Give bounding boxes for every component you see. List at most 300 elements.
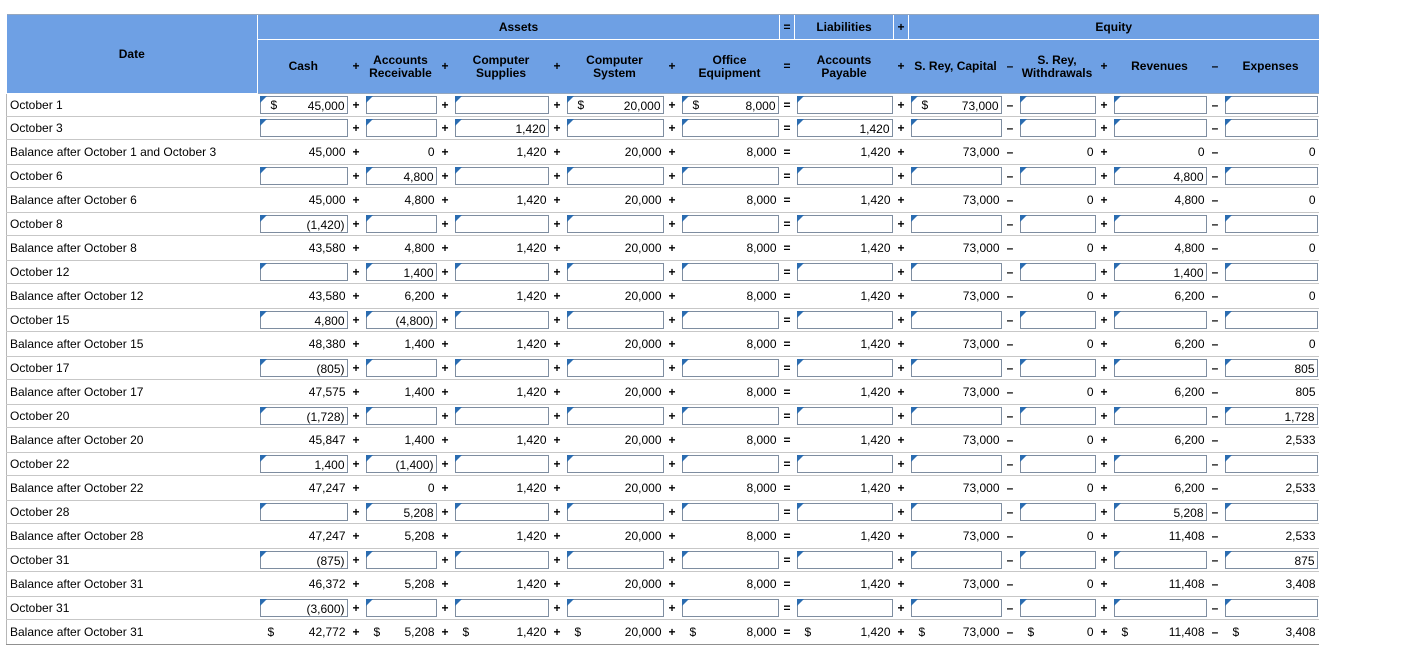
cash-input[interactable]: [260, 263, 348, 281]
office-equipment-input[interactable]: [682, 96, 779, 114]
computer-supplies-input[interactable]: [455, 407, 549, 425]
accounts-receivable-input[interactable]: [366, 311, 437, 329]
cash-cell[interactable]: [258, 309, 349, 332]
plus-operator: +: [665, 380, 680, 405]
minus-operator: –: [1003, 332, 1018, 357]
expenses-input[interactable]: [1225, 263, 1318, 281]
office-equipment-cell[interactable]: [680, 165, 780, 188]
office-equipment-cell[interactable]: [680, 357, 780, 380]
computer-system-input[interactable]: [567, 215, 664, 233]
capital-cell[interactable]: [909, 309, 1003, 332]
revenues-cell[interactable]: [1112, 261, 1208, 284]
capital-input[interactable]: [911, 551, 1002, 569]
computer-system-input[interactable]: [567, 551, 664, 569]
withdrawals-cell: [1018, 524, 1097, 549]
computer-system-cell[interactable]: [565, 453, 665, 476]
capital-input[interactable]: [911, 215, 1002, 233]
cash-cell[interactable]: [258, 405, 349, 428]
expenses-input[interactable]: [1225, 96, 1318, 114]
capital-cell[interactable]: [909, 117, 1003, 140]
capital-cell: [909, 572, 1003, 597]
computer-system-input[interactable]: [567, 359, 664, 377]
computer-system-cell[interactable]: [565, 94, 665, 117]
cash-input[interactable]: [260, 119, 348, 137]
capital-cell[interactable]: [909, 165, 1003, 188]
computer-supplies-input[interactable]: [455, 503, 549, 521]
accounts-payable-input[interactable]: [797, 551, 893, 569]
revenues-value: 0: [1197, 145, 1205, 159]
computer-system-input[interactable]: [567, 96, 664, 114]
capital-cell[interactable]: [909, 405, 1003, 428]
cash-cell[interactable]: [258, 453, 349, 476]
computer-supplies-input[interactable]: [455, 311, 549, 329]
accounts-receivable-cell[interactable]: [364, 405, 438, 428]
plus-operator: +: [894, 405, 909, 428]
accounts-payable-input[interactable]: [797, 119, 893, 137]
plus-operator: +: [1097, 549, 1112, 572]
cash-cell[interactable]: [258, 213, 349, 236]
expenses-cell[interactable]: [1223, 261, 1319, 284]
capital-cell[interactable]: [909, 549, 1003, 572]
accounts-receivable-cell[interactable]: [364, 357, 438, 380]
minus-operator: –: [1003, 453, 1018, 476]
accounts-receivable-cell[interactable]: [364, 261, 438, 284]
capital-input[interactable]: [911, 359, 1002, 377]
transaction-row: [7, 597, 1319, 620]
expenses-input[interactable]: [1225, 359, 1318, 377]
accounts-receivable-input[interactable]: [366, 359, 437, 377]
office-equipment-cell[interactable]: [680, 261, 780, 284]
withdrawals-cell[interactable]: [1018, 94, 1097, 117]
revenues-cell[interactable]: [1112, 357, 1208, 380]
cash-cell[interactable]: [258, 549, 349, 572]
row-date-label: Balance after October 6: [7, 188, 258, 213]
computer-system-input[interactable]: [567, 599, 664, 617]
office-equipment-cell[interactable]: [680, 501, 780, 524]
revenues-cell[interactable]: [1112, 405, 1208, 428]
accounts-receivable-cell[interactable]: [364, 213, 438, 236]
capital-cell[interactable]: [909, 597, 1003, 620]
accounts-receivable-input[interactable]: [366, 215, 437, 233]
accounts-receivable-input[interactable]: [366, 599, 437, 617]
computer-supplies-cell[interactable]: [453, 213, 550, 236]
accounts-payable-input[interactable]: [797, 503, 893, 521]
accounts-payable-input[interactable]: [797, 599, 893, 617]
accounts-receivable-input[interactable]: [366, 407, 437, 425]
accounts-receivable-cell[interactable]: [364, 94, 438, 117]
office-equipment-cell[interactable]: [680, 597, 780, 620]
accounts-payable-cell[interactable]: [795, 501, 894, 524]
capital-cell[interactable]: [909, 261, 1003, 284]
cash-input[interactable]: [260, 455, 348, 473]
computer-supplies-input[interactable]: [455, 96, 549, 114]
cash-cell[interactable]: [258, 597, 349, 620]
accounts-receivable-value: 1,400: [404, 433, 435, 447]
equals-operator: =: [780, 428, 795, 453]
computer-system-cell[interactable]: [565, 549, 665, 572]
computer-supplies-cell[interactable]: [453, 165, 550, 188]
revenues-input[interactable]: [1114, 599, 1207, 617]
office-equipment-input[interactable]: [682, 599, 779, 617]
expenses-input[interactable]: [1225, 551, 1318, 569]
plus-operator: +: [665, 428, 680, 453]
withdrawals-cell[interactable]: [1018, 165, 1097, 188]
accounts-payable-input[interactable]: [797, 263, 893, 281]
computer-supplies-input[interactable]: [455, 455, 549, 473]
accounts-receivable-cell[interactable]: [364, 501, 438, 524]
withdrawals-input[interactable]: [1020, 359, 1096, 377]
capital-input[interactable]: [911, 311, 1002, 329]
withdrawals-input[interactable]: [1020, 551, 1096, 569]
revenues-input[interactable]: [1114, 167, 1207, 185]
capital-cell[interactable]: [909, 357, 1003, 380]
expenses-cell[interactable]: [1223, 357, 1319, 380]
accounts-receivable-cell[interactable]: [364, 549, 438, 572]
dollar-sign: $: [1027, 625, 1035, 639]
revenues-input[interactable]: [1114, 215, 1207, 233]
expenses-cell[interactable]: [1223, 213, 1319, 236]
computer-system-input[interactable]: [567, 455, 664, 473]
accounts-payable-cell[interactable]: [795, 597, 894, 620]
withdrawals-input[interactable]: [1020, 455, 1096, 473]
capital-value: 73,000: [962, 433, 1000, 447]
expenses-input[interactable]: [1225, 215, 1318, 233]
computer-system-input[interactable]: [567, 167, 664, 185]
revenues-input[interactable]: [1114, 359, 1207, 377]
revenues-cell[interactable]: [1112, 117, 1208, 140]
accounts-payable-input[interactable]: [797, 455, 893, 473]
cash-cell[interactable]: [258, 357, 349, 380]
accounts-receivable-cell: [364, 428, 438, 453]
office-equipment-cell: [680, 188, 780, 213]
withdrawals-input[interactable]: [1020, 119, 1096, 137]
cash-cell: [258, 140, 349, 165]
office-equipment-input[interactable]: [682, 503, 779, 521]
minus-operator: –: [1003, 620, 1018, 645]
accounts-payable-cell[interactable]: [795, 165, 894, 188]
computer-supplies-cell[interactable]: [453, 453, 550, 476]
accounts-payable-input[interactable]: [797, 311, 893, 329]
office-equipment-input[interactable]: [682, 215, 779, 233]
withdrawals-input[interactable]: [1020, 167, 1096, 185]
cash-value: (1,728): [306, 410, 345, 424]
computer-supplies-input[interactable]: [455, 599, 549, 617]
computer-system-cell[interactable]: [565, 597, 665, 620]
withdrawals-cell: [1018, 428, 1097, 453]
computer-supplies-input[interactable]: [455, 119, 549, 137]
computer-system-value: 20,000: [624, 337, 662, 351]
expenses-cell[interactable]: [1223, 453, 1319, 476]
computer-system-input[interactable]: [567, 407, 664, 425]
cash-cell[interactable]: [258, 501, 349, 524]
accounts-receivable-input[interactable]: [366, 167, 437, 185]
office-equipment-cell[interactable]: [680, 549, 780, 572]
plus-operator: +: [1097, 597, 1112, 620]
accounts-receivable-cell[interactable]: [364, 309, 438, 332]
withdrawals-cell[interactable]: [1018, 453, 1097, 476]
accounts-payable-cell[interactable]: [795, 549, 894, 572]
plus-operator: +: [665, 620, 680, 645]
computer-supplies-input[interactable]: [455, 167, 549, 185]
office-equipment-input[interactable]: [682, 407, 779, 425]
cash-cell[interactable]: [258, 261, 349, 284]
capital-value: 73,000: [962, 577, 1000, 591]
revenues-input[interactable]: [1114, 311, 1207, 329]
accounts-payable-cell[interactable]: [795, 117, 894, 140]
computer-supplies-cell[interactable]: [453, 94, 550, 117]
capital-cell[interactable]: [909, 94, 1003, 117]
expenses-cell[interactable]: [1223, 597, 1319, 620]
office-equipment-cell[interactable]: [680, 309, 780, 332]
expenses-cell[interactable]: [1223, 549, 1319, 572]
plus-operator: +: [550, 236, 565, 261]
cash-input[interactable]: [260, 551, 348, 569]
revenues-cell: [1112, 236, 1208, 261]
expenses-input[interactable]: [1225, 119, 1318, 137]
accounts-receivable-input[interactable]: [366, 455, 437, 473]
accounts-payable-input[interactable]: [797, 215, 893, 233]
accounts-receivable-input[interactable]: [366, 96, 437, 114]
cash-input[interactable]: [260, 359, 348, 377]
accounts-payable-cell: [795, 620, 894, 645]
office-equipment-input[interactable]: [682, 167, 779, 185]
revenues-cell[interactable]: [1112, 453, 1208, 476]
office-equipment-input[interactable]: [682, 263, 779, 281]
cash-input[interactable]: [260, 96, 348, 114]
withdrawals-cell[interactable]: [1018, 261, 1097, 284]
revenues-input[interactable]: [1114, 119, 1207, 137]
accounts-payable-cell: [795, 188, 894, 213]
accounts-payable-input[interactable]: [797, 167, 893, 185]
expenses-input[interactable]: [1225, 167, 1318, 185]
computer-system-cell[interactable]: [565, 309, 665, 332]
capital-cell[interactable]: [909, 453, 1003, 476]
accounts-receivable-input[interactable]: [366, 551, 437, 569]
capital-cell[interactable]: [909, 213, 1003, 236]
computer-supplies-cell[interactable]: [453, 597, 550, 620]
computer-system-input[interactable]: [567, 263, 664, 281]
plus-operator: +: [665, 140, 680, 165]
expenses-input[interactable]: [1225, 599, 1318, 617]
computer-supplies-cell[interactable]: [453, 309, 550, 332]
capital-value: 73,000: [962, 529, 1000, 543]
withdrawals-input[interactable]: [1020, 503, 1096, 521]
capital-input[interactable]: [911, 167, 1002, 185]
office-equipment-input[interactable]: [682, 119, 779, 137]
computer-supplies-cell[interactable]: [453, 357, 550, 380]
computer-supplies-cell[interactable]: [453, 405, 550, 428]
capital-input[interactable]: [911, 455, 1002, 473]
minus-operator: –: [1003, 140, 1018, 165]
computer-supplies-value: 1,420: [516, 193, 547, 207]
computer-supplies-cell[interactable]: [453, 261, 550, 284]
cash-cell[interactable]: [258, 94, 349, 117]
accounts-payable-cell[interactable]: [795, 453, 894, 476]
accounts-receivable-cell[interactable]: [364, 597, 438, 620]
office-equipment-cell: [680, 284, 780, 309]
accounts-receivable-value: 5,208: [404, 577, 435, 591]
equals-operator: =: [780, 597, 795, 620]
expenses-input[interactable]: [1225, 407, 1318, 425]
computer-system-cell[interactable]: [565, 165, 665, 188]
accounts-payable-cell[interactable]: [795, 405, 894, 428]
computer-system-input[interactable]: [567, 503, 664, 521]
accounts-receivable-header: Accounts Receivable: [364, 40, 438, 94]
accounts-receivable-cell[interactable]: [364, 165, 438, 188]
capital-cell[interactable]: [909, 501, 1003, 524]
accounts-receivable-input[interactable]: [366, 503, 437, 521]
revenues-input[interactable]: [1114, 407, 1207, 425]
expenses-cell: [1223, 428, 1319, 453]
expenses-cell[interactable]: [1223, 309, 1319, 332]
capital-cell: [909, 188, 1003, 213]
computer-supplies-input[interactable]: [455, 551, 549, 569]
expenses-cell[interactable]: [1223, 94, 1319, 117]
office-equipment-cell[interactable]: [680, 117, 780, 140]
office-equipment-cell[interactable]: [680, 405, 780, 428]
expenses-cell[interactable]: [1223, 501, 1319, 524]
row-date-label: October 12: [7, 261, 258, 284]
revenues-input[interactable]: [1114, 263, 1207, 281]
withdrawals-cell[interactable]: [1018, 597, 1097, 620]
revenues-cell[interactable]: [1112, 94, 1208, 117]
revenues-input[interactable]: [1114, 503, 1207, 521]
revenues-cell[interactable]: [1112, 597, 1208, 620]
cash-cell[interactable]: [258, 117, 349, 140]
capital-input[interactable]: [911, 407, 1002, 425]
cash-input[interactable]: [260, 599, 348, 617]
accounts-payable-cell[interactable]: [795, 213, 894, 236]
capital-value: 73,000: [962, 625, 1000, 639]
expenses-cell[interactable]: [1223, 165, 1319, 188]
computer-system-cell[interactable]: [565, 501, 665, 524]
revenues-cell[interactable]: [1112, 549, 1208, 572]
expenses-input[interactable]: [1225, 503, 1318, 521]
plus-operator: +: [349, 140, 364, 165]
withdrawals-cell[interactable]: [1018, 213, 1097, 236]
office-equipment-cell[interactable]: [680, 94, 780, 117]
withdrawals-cell[interactable]: [1018, 501, 1097, 524]
expenses-input[interactable]: [1225, 455, 1318, 473]
revenues-value: 6,200: [1174, 481, 1205, 495]
office-equipment-input[interactable]: [682, 551, 779, 569]
computer-supplies-input[interactable]: [455, 215, 549, 233]
accounts-payable-input[interactable]: [797, 407, 893, 425]
plus-operator: +: [349, 117, 364, 140]
computer-supplies-cell[interactable]: [453, 501, 550, 524]
cash-input[interactable]: [260, 311, 348, 329]
plus-operator: +: [1097, 213, 1112, 236]
computer-system-cell[interactable]: [565, 261, 665, 284]
revenues-input[interactable]: [1114, 96, 1207, 114]
accounts-payable-cell[interactable]: [795, 94, 894, 117]
capital-input[interactable]: [911, 96, 1002, 114]
withdrawals-input[interactable]: [1020, 599, 1096, 617]
cash-input[interactable]: [260, 215, 348, 233]
withdrawals-input[interactable]: [1020, 311, 1096, 329]
transaction-row: [7, 117, 1319, 140]
accounts-payable-input[interactable]: [797, 96, 893, 114]
withdrawals-cell: [1018, 332, 1097, 357]
office-equipment-cell[interactable]: [680, 213, 780, 236]
revenues-input[interactable]: [1114, 551, 1207, 569]
accounts-payable-cell[interactable]: [795, 357, 894, 380]
cash-input[interactable]: [260, 503, 348, 521]
withdrawals-cell[interactable]: [1018, 309, 1097, 332]
capital-input[interactable]: [911, 599, 1002, 617]
revenues-cell[interactable]: [1112, 165, 1208, 188]
withdrawals-cell[interactable]: [1018, 405, 1097, 428]
plus-operator: +: [349, 261, 364, 284]
office-equipment-input[interactable]: [682, 311, 779, 329]
plus-operator: +: [349, 40, 364, 94]
withdrawals-input[interactable]: [1020, 407, 1096, 425]
capital-input[interactable]: [911, 503, 1002, 521]
plus-operator: +: [438, 165, 453, 188]
capital-input[interactable]: [911, 263, 1002, 281]
revenues-input[interactable]: [1114, 455, 1207, 473]
withdrawals-input[interactable]: [1020, 263, 1096, 281]
withdrawals-cell[interactable]: [1018, 117, 1097, 140]
expenses-cell[interactable]: [1223, 405, 1319, 428]
computer-supplies-input[interactable]: [455, 359, 549, 377]
plus-operator: +: [349, 572, 364, 597]
accounts-receivable-input[interactable]: [366, 263, 437, 281]
withdrawals-cell: [1018, 380, 1097, 405]
computer-system-cell[interactable]: [565, 213, 665, 236]
computer-system-cell[interactable]: [565, 405, 665, 428]
cash-input[interactable]: [260, 167, 348, 185]
computer-system-cell[interactable]: [565, 357, 665, 380]
accounts-receivable-input[interactable]: [366, 119, 437, 137]
cash-value: 42,772: [308, 625, 346, 639]
revenues-cell[interactable]: [1112, 309, 1208, 332]
equals-operator: =: [780, 524, 795, 549]
capital-value: 73,000: [961, 99, 999, 113]
plus-operator: +: [550, 261, 565, 284]
withdrawals-cell[interactable]: [1018, 549, 1097, 572]
accounts-receivable-cell[interactable]: [364, 117, 438, 140]
office-equipment-input[interactable]: [682, 455, 779, 473]
withdrawals-input[interactable]: [1020, 215, 1096, 233]
accounts-payable-input[interactable]: [797, 359, 893, 377]
cash-input[interactable]: [260, 407, 348, 425]
accounts-payable-cell[interactable]: [795, 309, 894, 332]
cash-cell[interactable]: [258, 165, 349, 188]
withdrawals-input[interactable]: [1020, 96, 1096, 114]
computer-system-input[interactable]: [567, 311, 664, 329]
revenues-cell[interactable]: [1112, 213, 1208, 236]
accounts-receivable-value: (4,800): [395, 314, 434, 328]
accounts-receivable-cell[interactable]: [364, 453, 438, 476]
plus-operator: +: [550, 597, 565, 620]
office-equipment-cell[interactable]: [680, 453, 780, 476]
computer-system-input[interactable]: [567, 119, 664, 137]
computer-supplies-cell[interactable]: [453, 117, 550, 140]
withdrawals-cell[interactable]: [1018, 357, 1097, 380]
accounts-payable-cell[interactable]: [795, 261, 894, 284]
computer-supplies-cell[interactable]: [453, 549, 550, 572]
computer-supplies-input[interactable]: [455, 263, 549, 281]
expenses-cell[interactable]: [1223, 117, 1319, 140]
revenues-cell[interactable]: [1112, 501, 1208, 524]
computer-system-cell[interactable]: [565, 117, 665, 140]
office-equipment-input[interactable]: [682, 359, 779, 377]
capital-input[interactable]: [911, 119, 1002, 137]
expenses-input[interactable]: [1225, 311, 1318, 329]
plus-operator: +: [665, 236, 680, 261]
equals-operator: =: [780, 380, 795, 405]
